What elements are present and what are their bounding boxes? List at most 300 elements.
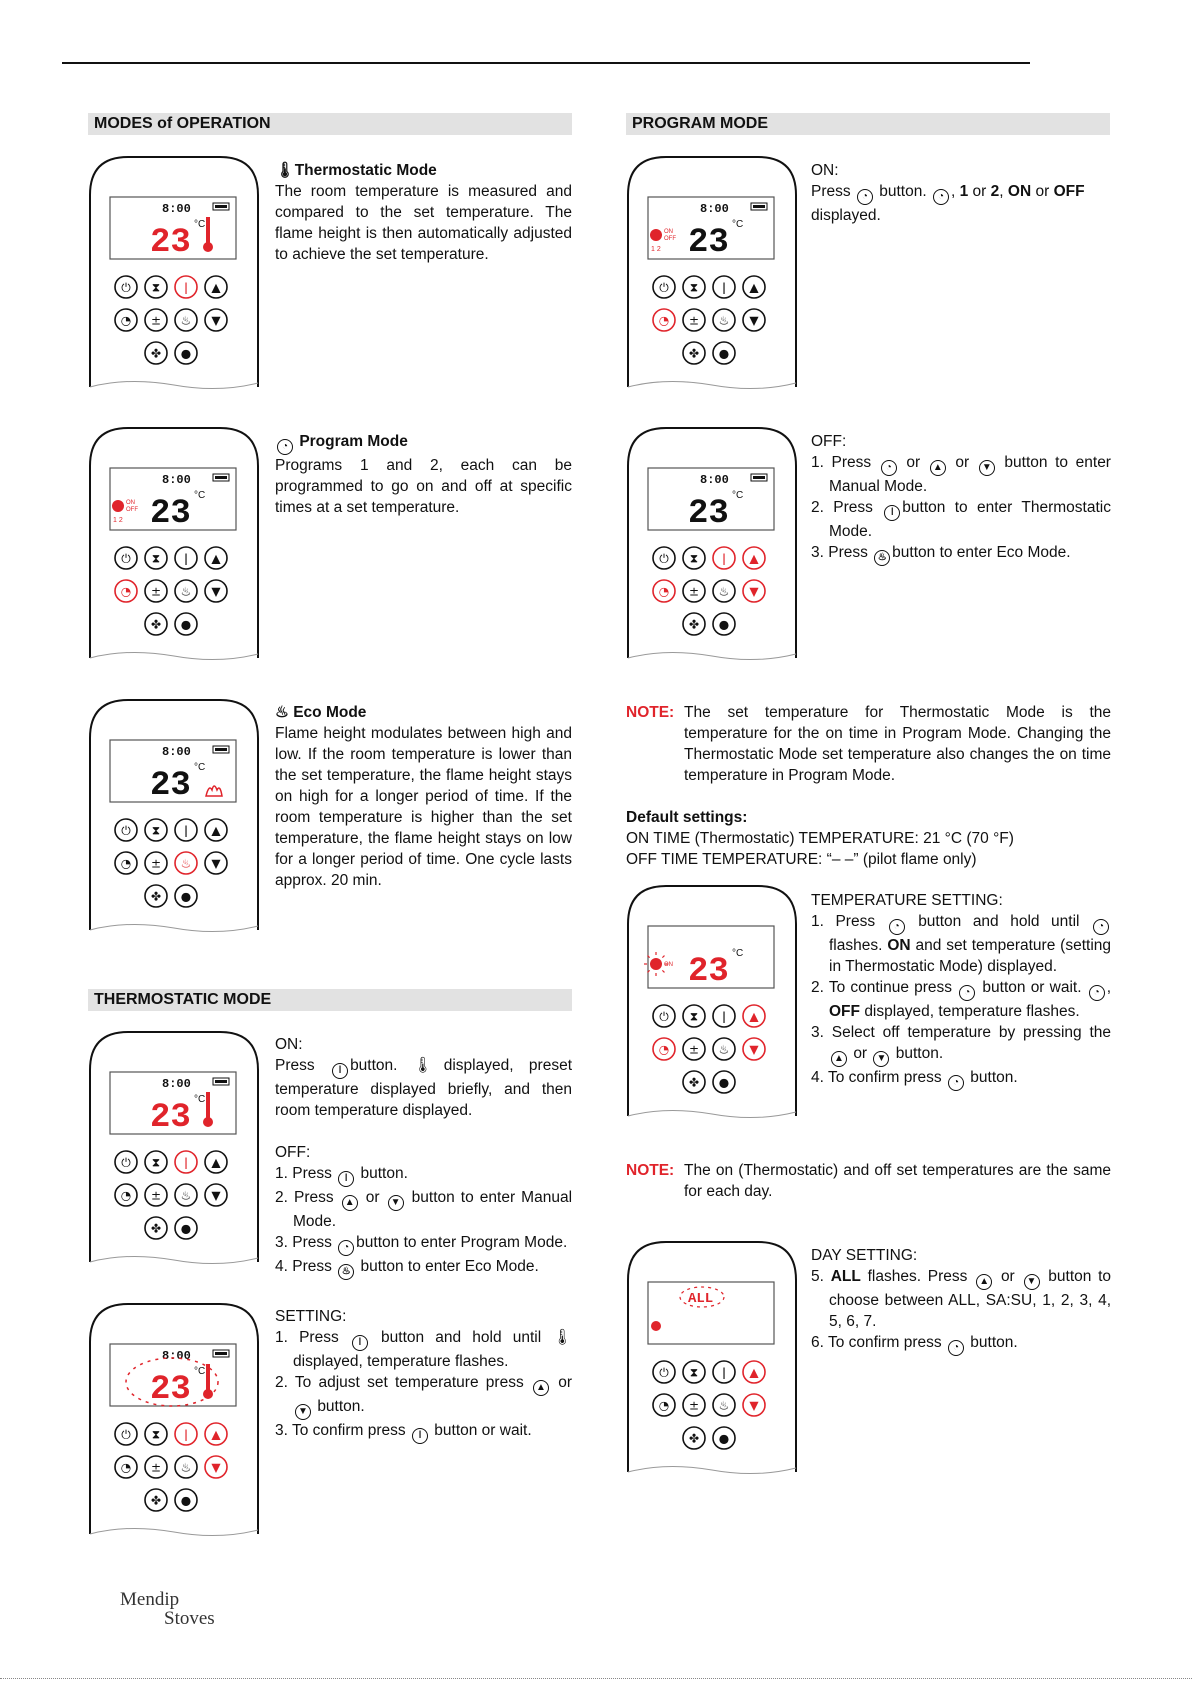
fan-button — [145, 613, 167, 635]
svg-text:●: ● — [180, 889, 192, 904]
svg-text:⧗: ⧗ — [689, 1009, 699, 1024]
temperature-readout: 23 — [688, 495, 729, 533]
eco-button — [713, 309, 735, 331]
list-item: 1. Press ◔ or ▲ or ▼ button to enter Manual Mode. — [811, 454, 1111, 495]
list-item: 1. Press ǀ button and hold until 🌡 displayed, temperature flashes. — [275, 1329, 572, 1370]
svg-text:▲: ▲ — [749, 1365, 759, 1380]
time-readout: 8:00 — [162, 473, 191, 487]
remote-body — [90, 700, 258, 930]
list-item: 2. Press ▲ or ▼ button to enter Manual Mode. — [275, 1189, 573, 1230]
svg-text:◔: ◔ — [120, 1188, 132, 1203]
time-readout: 8:00 — [162, 202, 191, 216]
svg-text:±: ± — [150, 584, 162, 599]
fan-button — [683, 342, 705, 364]
program-icon — [650, 229, 662, 241]
light-dimmer-button — [145, 1456, 167, 1478]
section-header-thermostatic: THERMOSTATIC MODE — [88, 989, 572, 1011]
thermometer-button-icon: ǀ — [352, 1335, 368, 1351]
up-arrow-button — [743, 1005, 765, 1027]
svg-text:●: ● — [718, 617, 730, 632]
remote-body — [90, 1032, 258, 1262]
day-setting-block — [811, 1245, 1111, 1356]
up-arrow-icon: ▲ — [342, 1195, 358, 1211]
temperature-setting-list — [811, 911, 1111, 1091]
svg-text:●: ● — [718, 1431, 730, 1446]
thermostat-button — [175, 1151, 197, 1173]
program-icon: ◔ — [1093, 919, 1109, 935]
timer-button — [683, 1361, 705, 1383]
down-arrow-button — [743, 1038, 765, 1060]
note-label: NOTE: — [626, 704, 675, 721]
power-button — [115, 276, 137, 298]
remote-program-day-setting — [626, 1240, 798, 1476]
svg-text:±: ± — [150, 1188, 162, 1203]
eco-button — [713, 1038, 735, 1060]
svg-text:✤: ✤ — [150, 346, 162, 361]
down-arrow-button — [743, 309, 765, 331]
svg-text:⏻: ⏻ — [121, 823, 131, 838]
svg-text:⏻: ⏻ — [659, 1365, 669, 1380]
svg-text:⧗: ⧗ — [151, 280, 161, 295]
eco-button — [713, 580, 735, 602]
svg-text:⧗: ⧗ — [151, 1155, 161, 1170]
power-button — [653, 547, 675, 569]
power-button — [653, 1361, 675, 1383]
light-button — [175, 1217, 197, 1239]
note-2 — [626, 1160, 1111, 1202]
fan-button — [145, 1489, 167, 1511]
svg-text:♨: ♨ — [180, 313, 192, 328]
down-arrow-button — [743, 1394, 765, 1416]
logo-line-2: Stoves — [164, 1608, 215, 1629]
timer-button — [683, 1005, 705, 1027]
time-readout: 8:00 — [700, 202, 729, 216]
svg-text:♨: ♨ — [180, 1188, 192, 1203]
remote-body — [90, 428, 258, 658]
up-arrow-button — [743, 276, 765, 298]
svg-text:⏻: ⏻ — [659, 551, 669, 566]
down-arrow-icon: ▼ — [979, 460, 995, 476]
light-button — [175, 885, 197, 907]
program-icon: ◔ — [948, 1340, 964, 1356]
svg-text:ǀ: ǀ — [722, 1009, 726, 1024]
svg-text:▼: ▼ — [749, 584, 759, 599]
svg-text:⧗: ⧗ — [151, 823, 161, 838]
thermometer-icon: 🌡 — [552, 1329, 572, 1346]
down-arrow-button — [743, 580, 765, 602]
program-mode-block — [275, 431, 572, 518]
program-numbers: 1 2 — [651, 246, 661, 253]
svg-text:▼: ▼ — [211, 584, 221, 599]
light-button — [713, 1427, 735, 1449]
temperature-readout: 23 — [150, 767, 191, 805]
remote-body — [628, 886, 796, 1116]
svg-text:⏻: ⏻ — [121, 551, 131, 566]
unit-readout: °C — [194, 762, 206, 773]
top-rule — [62, 62, 1030, 64]
svg-text:ǀ: ǀ — [722, 551, 726, 566]
thermometer-icon: 🌡 — [275, 162, 295, 179]
svg-text:●: ● — [718, 1075, 730, 1090]
svg-text:◔: ◔ — [120, 584, 132, 599]
timer-button — [145, 819, 167, 841]
eco-mode-body: Flame height modulates between high and low. If the room temperature is lower than the set temperature, the flame height stays on high for a longer period of time. If the room temperature is higher than the set temperature, the flame height stays on low for a longer period of time. One cycle lasts approx. 20 min. — [275, 725, 572, 889]
list-item: 4. Press ♨ button to enter Eco Mode. — [275, 1256, 572, 1280]
svg-text:✤: ✤ — [150, 889, 162, 904]
thermostat-button — [175, 1423, 197, 1445]
temperature-readout: 23 — [150, 1099, 191, 1137]
svg-text:♨: ♨ — [718, 1398, 730, 1413]
light-dimmer-button — [145, 309, 167, 331]
program-icon: ◔ — [933, 189, 949, 205]
eco-flame-icon: ♨ — [275, 704, 289, 721]
thermo-on-block — [275, 1034, 572, 1280]
remote-body — [628, 1242, 796, 1472]
svg-text:●: ● — [180, 1221, 192, 1236]
svg-text:▲: ▲ — [749, 1009, 759, 1024]
up-arrow-button — [205, 547, 227, 569]
svg-text:⏻: ⏻ — [121, 1155, 131, 1170]
day-setting-list — [811, 1266, 1111, 1356]
light-button — [175, 613, 197, 635]
svg-text:◔: ◔ — [120, 856, 132, 871]
svg-text:⧗: ⧗ — [689, 551, 699, 566]
thermo-setting-heading: SETTING: — [275, 1308, 347, 1325]
day-readout: ALL — [688, 1291, 714, 1307]
temperature-setting-block — [811, 890, 1111, 1091]
thermostat-button — [713, 1005, 735, 1027]
list-item: 3. Press ◔ button to enter Program Mode. — [275, 1232, 572, 1256]
list-item: 2. To continue press ◔ button or wait. ◔ , OFF displayed, temperature flashes. — [811, 979, 1112, 1020]
svg-text:ǀ: ǀ — [722, 1365, 726, 1380]
svg-text:±: ± — [150, 1460, 162, 1475]
program-on-block: ON: Press ◔ button. ◔ , 1 or 2, ON or OFF displayed. — [811, 160, 1111, 226]
eco-flame-icon: ♨ — [874, 550, 890, 566]
svg-text:±: ± — [688, 584, 700, 599]
svg-text:ǀ: ǀ — [184, 280, 188, 295]
note-1 — [626, 702, 1111, 786]
unit-readout: °C — [194, 490, 206, 501]
program-button — [653, 1394, 675, 1416]
program-off-heading: OFF: — [811, 433, 847, 450]
svg-text:●: ● — [180, 346, 192, 361]
down-arrow-button — [205, 580, 227, 602]
temperature-readout: 23 — [150, 1371, 191, 1409]
down-arrow-button — [205, 852, 227, 874]
timer-button — [145, 1423, 167, 1445]
svg-text:♨: ♨ — [718, 313, 730, 328]
svg-text:ǀ: ǀ — [184, 1155, 188, 1170]
svg-text:◔: ◔ — [658, 1042, 670, 1057]
program-icon: ◔ — [959, 985, 975, 1001]
default-settings-heading: Default settings: — [626, 809, 748, 826]
svg-text:±: ± — [688, 313, 700, 328]
svg-text:▲: ▲ — [211, 1155, 221, 1170]
svg-text:▲: ▲ — [211, 551, 221, 566]
svg-text:♨: ♨ — [180, 584, 192, 599]
svg-text:✤: ✤ — [150, 617, 162, 632]
up-arrow-button — [743, 1361, 765, 1383]
thermostat-button — [713, 547, 735, 569]
down-arrow-icon: ▼ — [1024, 1274, 1040, 1290]
unit-readout: °C — [732, 948, 744, 959]
default-off-temp: OFF TIME TEMPERATURE: “– –” (pilot flame only) — [626, 851, 977, 868]
program-icon: ◔ — [857, 189, 873, 205]
program-off-list — [811, 452, 1111, 566]
svg-text:▲: ▲ — [749, 551, 759, 566]
fan-button — [145, 885, 167, 907]
remote-program-temp-setting — [626, 884, 798, 1120]
down-arrow-button — [205, 1456, 227, 1478]
svg-text:✤: ✤ — [688, 1075, 700, 1090]
note-text: The set temperature for Thermostatic Mode is the temperature for the on time in Program Mode. Changing the Thermostatic Mode set temperature also changes the on time temperature in Program Mode. — [684, 704, 1111, 784]
off-label: OFF — [664, 236, 676, 242]
svg-text:●: ● — [180, 617, 192, 632]
thermostatic-mode-block — [275, 160, 572, 265]
svg-text:▲: ▲ — [211, 823, 221, 838]
program-icon: ◔ — [889, 919, 905, 935]
down-arrow-icon: ▼ — [388, 1195, 404, 1211]
off-label: OFF — [126, 507, 138, 513]
list-item: 1. Press ◔ button and hold until ◔ flashes. ON and set temperature (setting in Thermostatic Mode) displayed. — [811, 913, 1112, 975]
remote-body — [628, 428, 796, 658]
svg-text:⧗: ⧗ — [689, 280, 699, 295]
light-dimmer-button — [145, 852, 167, 874]
power-button — [653, 276, 675, 298]
timer-button — [145, 547, 167, 569]
remote-thermostatic-mode — [88, 155, 260, 391]
down-arrow-icon: ▼ — [295, 1404, 311, 1420]
svg-text:✤: ✤ — [150, 1493, 162, 1508]
power-button — [653, 1005, 675, 1027]
svg-text:▼: ▼ — [749, 1042, 759, 1057]
svg-text:⏻: ⏻ — [121, 280, 131, 295]
light-dimmer-button — [683, 309, 705, 331]
list-item: 2. Press ǀ button to enter Thermostatic Mode. — [811, 499, 1111, 540]
eco-button — [713, 1394, 735, 1416]
default-on-temp: ON TIME (Thermostatic) TEMPERATURE: 21 °C (70 °F) — [626, 830, 1014, 847]
thermostatic-mode-body: The room temperature is measured and compared to the set temperature. The flame height is then automatically adjusted to achieve the set temperature. — [275, 183, 572, 263]
program-icon — [112, 500, 124, 512]
svg-text:▼: ▼ — [749, 1398, 759, 1413]
program-mode-title: Program Mode — [299, 433, 408, 450]
thermostat-button — [713, 1361, 735, 1383]
program-off-block — [811, 431, 1111, 566]
svg-text:◔: ◔ — [120, 313, 132, 328]
svg-text:●: ● — [718, 346, 730, 361]
power-button — [115, 547, 137, 569]
svg-text:±: ± — [150, 856, 162, 871]
light-button — [713, 342, 735, 364]
up-arrow-icon: ▲ — [976, 1274, 992, 1290]
svg-text:±: ± — [688, 1042, 700, 1057]
time-readout: 8:00 — [162, 1349, 191, 1363]
thermostat-button — [713, 276, 735, 298]
power-button — [115, 819, 137, 841]
eco-mode-block — [275, 702, 572, 891]
bottom-dotted-rule — [0, 1678, 1192, 1679]
unit-readout: °C — [194, 1094, 206, 1105]
on-label: ON — [664, 962, 673, 968]
program-button — [115, 1184, 137, 1206]
temperature-readout: 23 — [688, 953, 729, 991]
up-arrow-button — [205, 819, 227, 841]
svg-text:▼: ▼ — [211, 856, 221, 871]
fan-button — [145, 1217, 167, 1239]
remote-program-mode — [88, 426, 260, 662]
thermometer-button-icon: ǀ — [884, 505, 900, 521]
up-arrow-icon: ▲ — [930, 460, 946, 476]
svg-text:⏻: ⏻ — [659, 280, 669, 295]
svg-text:±: ± — [688, 1398, 700, 1413]
svg-text:▼: ▼ — [211, 313, 221, 328]
fan-button — [683, 1071, 705, 1093]
time-readout: 8:00 — [162, 1077, 191, 1091]
eco-button — [175, 852, 197, 874]
thermometer-button-icon: ǀ — [338, 1171, 354, 1187]
note-text: The on (Thermostatic) and off set temperatures are the same for each day. — [684, 1162, 1111, 1200]
timer-button — [145, 1151, 167, 1173]
svg-text:♨: ♨ — [718, 584, 730, 599]
light-dimmer-button — [683, 1038, 705, 1060]
unit-readout: °C — [732, 490, 744, 501]
section-header-modes: MODES of OPERATION — [88, 113, 572, 135]
power-button — [115, 1151, 137, 1173]
program-icon: ◔ — [338, 1240, 354, 1256]
remote-body — [628, 157, 796, 387]
up-arrow-button — [743, 547, 765, 569]
mendip-stoves-logo — [120, 1590, 215, 1628]
svg-text:±: ± — [150, 313, 162, 328]
list-item: 3. To confirm press ǀ button or wait. — [275, 1420, 572, 1444]
note-label: NOTE: — [626, 1162, 675, 1179]
thermo-on-text-b: button. — [350, 1057, 398, 1074]
svg-text:⧗: ⧗ — [689, 1365, 699, 1380]
temperature-readout: 23 — [150, 495, 191, 533]
svg-text:♨: ♨ — [180, 1460, 192, 1475]
up-arrow-button — [205, 1423, 227, 1445]
up-arrow-button — [205, 1151, 227, 1173]
program-button — [115, 1456, 137, 1478]
svg-text:♨: ♨ — [180, 856, 192, 871]
remote-body — [90, 1304, 258, 1534]
svg-text:ǀ: ǀ — [184, 823, 188, 838]
unit-readout: °C — [194, 219, 206, 230]
program-button — [653, 309, 675, 331]
thermostat-button — [175, 819, 197, 841]
remote-program-on — [626, 155, 798, 391]
timer-button — [683, 276, 705, 298]
svg-text:◔: ◔ — [658, 1398, 670, 1413]
list-item: 5. ALL flashes. Press ▲ or ▼ button to choose between ALL, SA:SU, 1, 2, 3, 4, 5, 6, 7. — [811, 1268, 1112, 1330]
thermometer-button-icon: ǀ — [412, 1428, 428, 1444]
svg-text:⏻: ⏻ — [659, 1009, 669, 1024]
remote-thermo-setting — [88, 1302, 260, 1538]
svg-text:▲: ▲ — [749, 280, 759, 295]
svg-text:ǀ: ǀ — [184, 551, 188, 566]
svg-text:▲: ▲ — [211, 280, 221, 295]
fan-button — [683, 1427, 705, 1449]
thermostat-button — [175, 547, 197, 569]
light-button — [175, 342, 197, 364]
thermometer-icon — [206, 217, 210, 245]
remote-eco-mode — [88, 698, 260, 934]
thermometer-button-icon: ǀ — [332, 1063, 348, 1079]
remote-thermo-on — [88, 1030, 260, 1266]
remote-program-off — [626, 426, 798, 662]
eco-mode-title: Eco Mode — [293, 704, 367, 721]
light-dimmer-button — [145, 580, 167, 602]
power-button — [115, 1423, 137, 1445]
program-button — [653, 1038, 675, 1060]
thermo-on-text-a: Press — [275, 1057, 315, 1074]
down-arrow-button — [205, 309, 227, 331]
day-setting-heading: DAY SETTING: — [811, 1247, 918, 1264]
list-item: 2. To adjust set temperature press ▲ or ▼ button. — [275, 1372, 572, 1420]
eco-button — [175, 1456, 197, 1478]
svg-text:●: ● — [180, 1493, 192, 1508]
thermometer-icon: 🌡 — [412, 1057, 444, 1074]
eco-button — [175, 1184, 197, 1206]
program-icon — [650, 958, 662, 970]
program-button — [115, 580, 137, 602]
thermo-on-text-c: displayed, preset temperature displayed briefly, and then room temperature displayed. — [275, 1057, 573, 1119]
program-icon: ◔ — [1089, 985, 1105, 1001]
eco-button — [175, 309, 197, 331]
fan-button — [683, 613, 705, 635]
on-label: ON — [126, 500, 135, 506]
section-header-program: PROGRAM MODE — [626, 113, 1110, 135]
thermometer-icon — [206, 1364, 210, 1392]
program-icon — [651, 1321, 661, 1331]
temperature-readout: 23 — [150, 224, 191, 262]
time-readout: 8:00 — [162, 745, 191, 759]
up-arrow-icon: ▲ — [831, 1051, 847, 1067]
svg-text:ǀ: ǀ — [722, 280, 726, 295]
eco-button — [175, 580, 197, 602]
light-button — [713, 613, 735, 635]
program-on-heading: ON: — [811, 162, 839, 179]
light-button — [175, 1489, 197, 1511]
light-dimmer-button — [683, 580, 705, 602]
svg-text:◔: ◔ — [658, 584, 670, 599]
timer-button — [145, 276, 167, 298]
svg-text:⧗: ⧗ — [151, 551, 161, 566]
eco-flame-icon: ♨ — [338, 1264, 354, 1280]
remote-body — [90, 157, 258, 387]
program-mode-body: Programs 1 and 2, each can be programmed to go on and off at specific times at a set temperature. — [275, 457, 572, 516]
program-button — [653, 580, 675, 602]
thermo-setting-list — [275, 1327, 572, 1444]
list-item: 6. To confirm press ◔ button. — [811, 1332, 1111, 1356]
thermometer-icon — [206, 1092, 210, 1120]
list-item: 3. Select off temperature by pressing the ▲ or ▼ button. — [811, 1022, 1111, 1067]
program-button — [115, 852, 137, 874]
down-arrow-icon: ▼ — [873, 1051, 889, 1067]
light-dimmer-button — [145, 1184, 167, 1206]
program-icon: ◔ — [881, 460, 897, 476]
down-arrow-button — [205, 1184, 227, 1206]
svg-text:⧗: ⧗ — [151, 1427, 161, 1442]
up-arrow-button — [205, 276, 227, 298]
unit-readout: °C — [194, 1366, 206, 1377]
on-label: ON — [664, 229, 673, 235]
svg-text:▼: ▼ — [211, 1460, 221, 1475]
logo-line-1: Mendip — [120, 1589, 180, 1610]
thermo-on-heading: ON: — [275, 1036, 303, 1053]
svg-text:ǀ: ǀ — [184, 1427, 188, 1442]
list-item: 1. Press ǀ button. — [275, 1163, 572, 1187]
